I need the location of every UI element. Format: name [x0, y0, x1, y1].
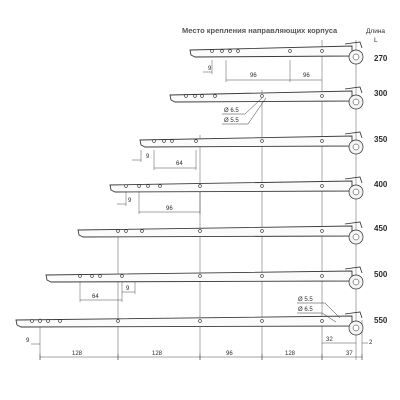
mount-hole	[39, 320, 42, 323]
mount-hole	[211, 50, 214, 53]
bottom-dimension-chain	[26, 337, 373, 360]
hole-diameter-callout: Ø 6.5	[298, 307, 313, 313]
mount-hole	[321, 50, 324, 53]
rail-550	[16, 297, 388, 335]
roller-hub-icon	[353, 234, 359, 240]
rail-length-label: 450	[374, 224, 388, 233]
mount-hole	[261, 185, 264, 188]
mount-hole	[185, 95, 188, 98]
rail-length-label: 270	[374, 54, 388, 63]
mount-hole	[121, 275, 124, 278]
rail-length-label: 550	[374, 316, 388, 325]
roller-hub-icon	[353, 54, 359, 60]
mount-hole	[201, 95, 204, 98]
mount-hole	[195, 140, 198, 143]
roller-hub-icon	[353, 325, 359, 331]
dimension-label: 2	[369, 340, 373, 346]
dimension-label: 64	[176, 161, 183, 167]
mount-hole	[261, 275, 264, 278]
mount-hole	[321, 95, 324, 98]
rail-length-label: 500	[374, 270, 388, 279]
mount-hole	[237, 50, 240, 53]
dimension-label: 96	[226, 351, 233, 357]
mount-hole	[153, 140, 156, 143]
mount-hole	[199, 275, 202, 278]
mount-hole	[171, 140, 174, 143]
mount-hole	[289, 50, 292, 53]
mount-hole	[147, 185, 150, 188]
mount-hole	[321, 140, 324, 143]
mount-hole	[159, 185, 162, 188]
dimension-label: 128	[152, 351, 163, 357]
dimension-label: 9	[128, 198, 132, 204]
dimension-label: 9	[208, 66, 212, 72]
mount-hole	[138, 185, 141, 188]
roller-hub-icon	[353, 99, 359, 105]
alignment-lines	[40, 40, 362, 360]
rail-500	[46, 267, 388, 300]
length-header-symbol: L	[374, 37, 378, 44]
hole-diameter-callout: Ø 5.5	[298, 297, 313, 303]
mount-hole	[91, 275, 94, 278]
mount-hole	[99, 275, 102, 278]
roller-hub-icon	[353, 144, 359, 150]
dimension-label: 96	[166, 206, 173, 212]
mount-hole	[321, 275, 324, 278]
mount-hole	[229, 50, 232, 53]
roller-hub-icon	[353, 189, 359, 195]
dimension-label: 9	[146, 154, 150, 160]
mount-hole	[163, 140, 166, 143]
rail-350	[132, 132, 388, 168]
rail-body	[110, 181, 352, 192]
hole-diameter-callout: Ø 6.5	[224, 108, 239, 114]
mount-hole	[199, 185, 202, 188]
dimension-label: 9	[26, 338, 30, 344]
dimension-label: 96	[250, 73, 257, 79]
mount-hole	[214, 95, 217, 98]
rail-body	[16, 316, 352, 327]
mount-hole	[117, 230, 120, 233]
mount-hole	[194, 95, 197, 98]
mount-hole	[261, 95, 264, 98]
mount-hole	[221, 50, 224, 53]
rail-length-label: 400	[374, 180, 388, 189]
rail-length-label: 300	[374, 89, 388, 98]
rail-300	[170, 87, 388, 124]
rail-body	[190, 46, 352, 57]
dimension-label: 128	[72, 351, 83, 357]
dimension-label: 32	[326, 337, 333, 343]
mount-hole	[125, 230, 128, 233]
mount-hole	[79, 275, 82, 278]
mount-hole	[141, 230, 144, 233]
hole-diameter-callout: Ø 5.5	[224, 118, 239, 124]
dimension-label: 96	[303, 73, 310, 79]
dimension-label: 37	[346, 351, 353, 357]
rail-length-label: 350	[374, 135, 388, 144]
rail-400	[110, 177, 388, 212]
roller-hub-icon	[353, 279, 359, 285]
mount-hole	[261, 140, 264, 143]
mount-hole	[59, 320, 62, 323]
mount-hole	[47, 320, 50, 323]
mount-hole	[199, 320, 202, 323]
mount-hole	[125, 185, 128, 188]
mount-hole	[117, 320, 120, 323]
mount-hole	[199, 230, 202, 233]
dimension-label: 128	[285, 351, 296, 357]
rail-450	[78, 222, 388, 244]
mount-hole	[261, 320, 264, 323]
rail-270	[190, 42, 388, 80]
dimension-label: 9	[126, 286, 130, 292]
mount-hole	[321, 230, 324, 233]
mount-hole	[261, 230, 264, 233]
mount-hole	[321, 320, 324, 323]
diagram-title: Место крепления направляющих корпуса	[182, 26, 338, 35]
mount-hole	[321, 185, 324, 188]
length-header: Длина	[366, 28, 386, 35]
dimension-label: 64	[92, 294, 99, 300]
mount-hole	[31, 320, 34, 323]
